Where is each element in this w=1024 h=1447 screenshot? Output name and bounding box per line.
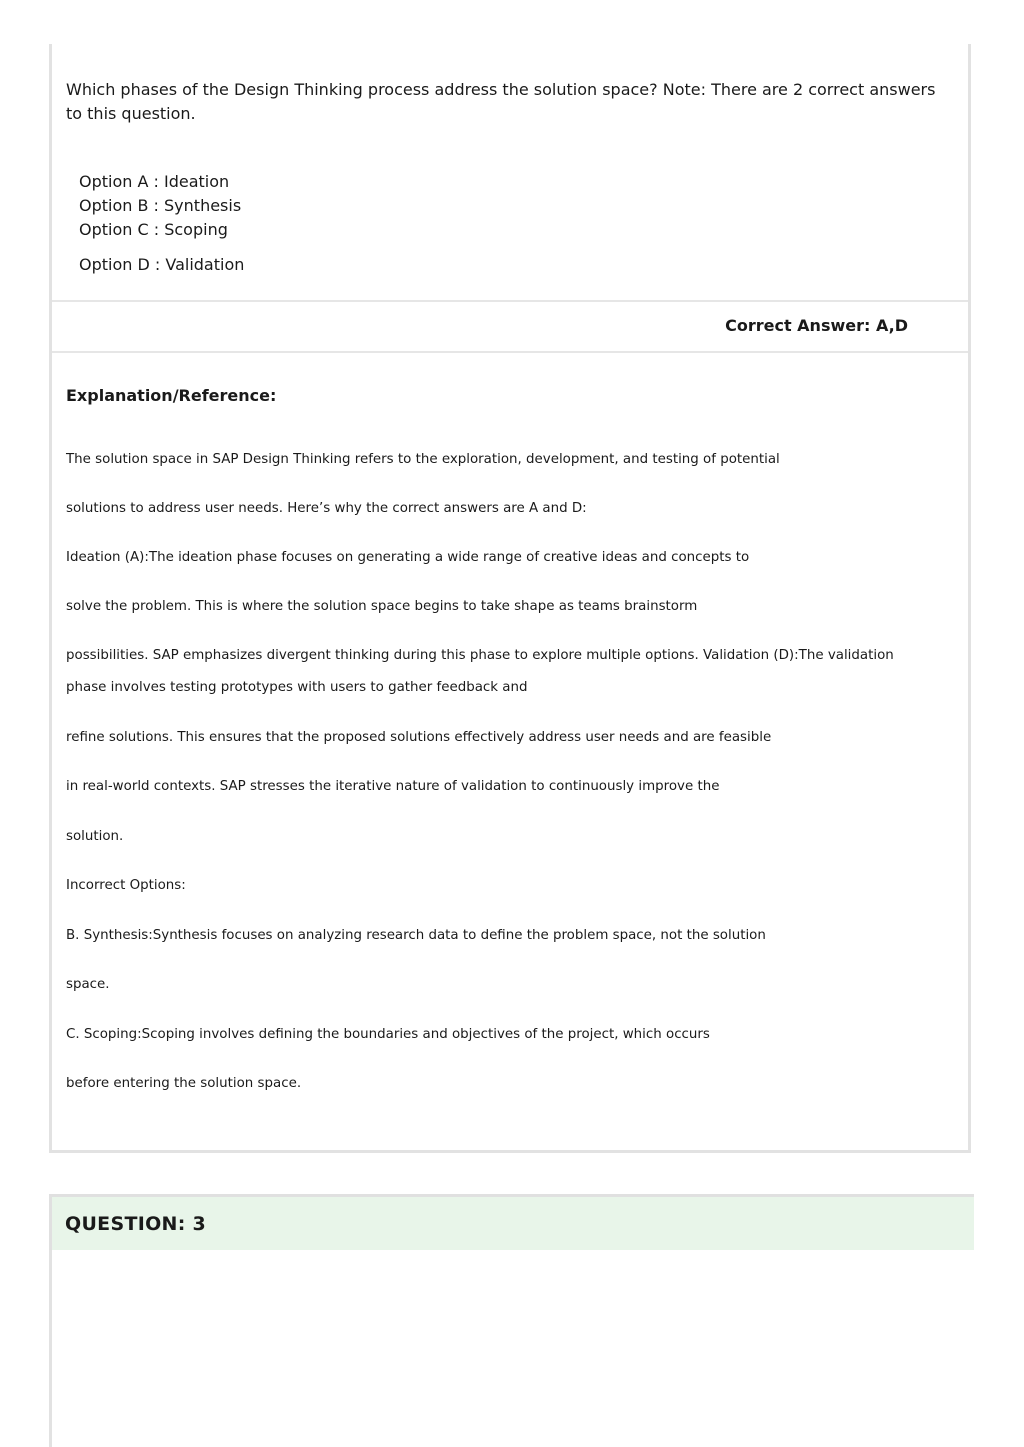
explanation-line: The solution space in SAP Design Thinking refers to the exploration, development, and testing of potential [66,452,780,467]
question-card [49,44,971,1153]
explanation-body [66,450,956,1094]
options-list [79,170,244,277]
option-c: Option C : Scoping [79,220,228,239]
question-text: Which phases of the Design Thinking process address the solution space? Note: There are 2 correct answers to this question. [66,80,936,123]
explanation-line: solution. [66,829,124,844]
option-a: Option A : Ideation [79,172,230,191]
correct-answer: Correct Answer: A,D [725,316,908,335]
divider-top [52,300,968,302]
explanation-line: space. [66,977,110,992]
explanation-line: possibilities. SAP emphasizes divergent thinking during this phase to explore multiple options. Validation (D):The validation [66,648,894,663]
option-b: Option B : Synthesis [79,196,242,215]
explanation-line: Ideation (A):The ideation phase focuses on generating a wide range of creative ideas and concepts to [66,550,750,565]
explanation-line: solve the problem. This is where the solution space begins to take shape as teams brainstorm [66,599,698,614]
explanation-line: before entering the solution space. [66,1076,302,1091]
option-d: Option D : Validation [79,255,245,274]
explanation-title: Explanation/Reference: [66,386,277,405]
question-number: QUESTION: 3 [65,1213,207,1235]
explanation-line: solutions to address user needs. Here’s why the correct answers are A and D: [66,501,587,516]
explanation-line: Incorrect Options: [66,878,186,893]
explanation-line: B. Synthesis:Synthesis focuses on analyzing research data to define the problem space, not the solution [66,928,766,943]
explanation-line: refine solutions. This ensures that the proposed solutions effectively address user needs and are feasible [66,730,772,745]
divider-bottom [52,351,968,353]
card-border-left [49,1250,52,1447]
explanation-line: in real-world contexts. SAP stresses the iterative nature of validation to continuously improve the [66,779,720,794]
question-header [49,1194,974,1250]
explanation-line: C. Scoping:Scoping involves defining the boundaries and objectives of the project, which occurs [66,1027,710,1042]
explanation-line: phase involves testing prototypes with users to gather feedback and [66,680,528,695]
